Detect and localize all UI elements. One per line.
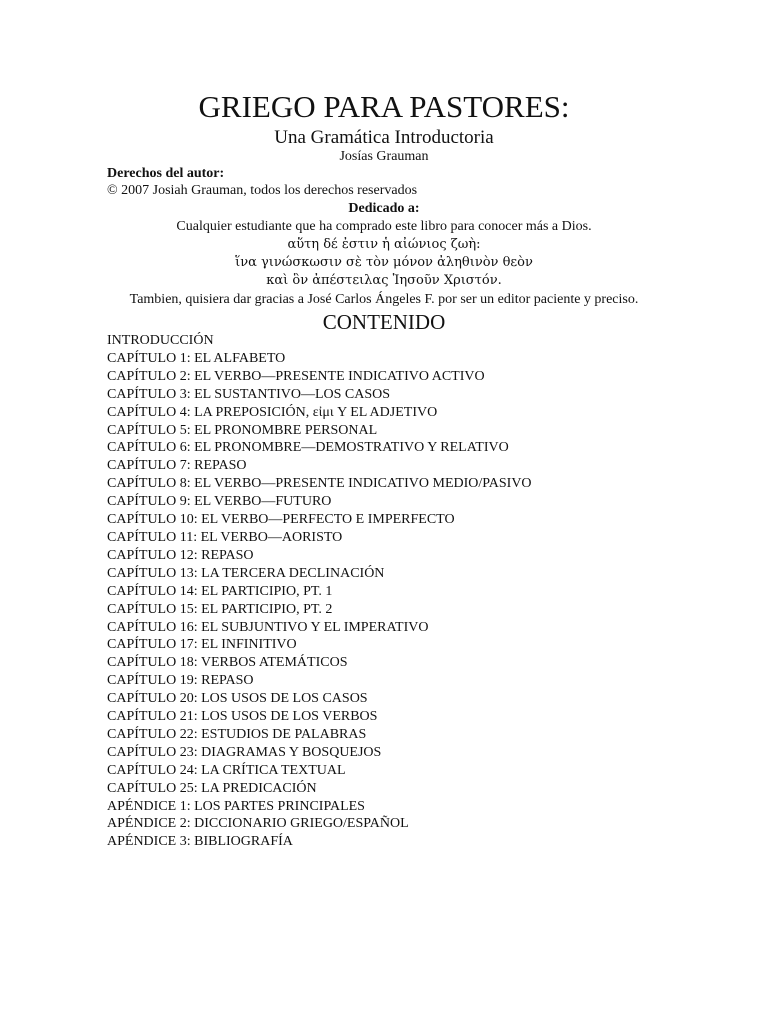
greek-verse-line-3: καὶ ὃν ἀπέστειλας Ἰησοῦν Χριστόν. xyxy=(266,273,502,288)
toc-item: CAPÍTULO 1: EL ALFABETO xyxy=(107,350,286,366)
thanks-text: Tambien, quisiera dar gracias a José Carlos Ángeles F. por ser un editor paciente y preciso. xyxy=(129,292,639,307)
toc-item: CAPÍTULO 12: REPASO xyxy=(107,547,254,563)
book-author: Josías Grauman xyxy=(339,149,429,164)
rights-text: © 2007 Josiah Grauman, todos los derechos reservados xyxy=(107,183,418,198)
toc-item: CAPÍTULO 14: EL PARTICIPIO, PT. 1 xyxy=(107,583,333,599)
toc-item: APÉNDICE 1: LOS PARTES PRINCIPALES xyxy=(107,798,365,814)
book-title: GRIEGO PARA PASTORES: xyxy=(198,89,570,124)
toc-item: CAPÍTULO 15: EL PARTICIPIO, PT. 2 xyxy=(107,601,333,617)
table-of-contents xyxy=(107,332,532,851)
toc-item: APÉNDICE 3: BIBLIOGRAFÍA xyxy=(107,834,293,850)
toc-item: CAPÍTULO 18: VERBOS ATEMÁTICOS xyxy=(107,655,348,671)
toc-item: CAPÍTULO 19: REPASO xyxy=(107,673,254,689)
toc-item: CAPÍTULO 22: ESTUDIOS DE PALABRAS xyxy=(107,726,367,742)
toc-item: CAPÍTULO 17: EL INFINITIVO xyxy=(107,637,297,653)
toc-item: CAPÍTULO 23: DIAGRAMAS Y BOSQUEJOS xyxy=(107,744,382,760)
toc-item: CAPÍTULO 2: EL VERBO—PRESENTE INDICATIVO ACTIVO xyxy=(107,368,485,384)
toc-item: CAPÍTULO 4: LA PREPOSICIÓN, εἰμι Y EL ADJETIVO xyxy=(107,404,438,420)
rights-label: Derechos del autor: xyxy=(107,166,225,181)
greek-verse-line-1: αὕτη δέ ἐστιν ἡ αἰώνιος ζωὴ: xyxy=(287,237,481,252)
toc-item: APÉNDICE 2: DICCIONARIO GRIEGO/ESPAÑOL xyxy=(107,816,409,832)
contents-heading: CONTENIDO xyxy=(322,310,446,334)
toc-item: CAPÍTULO 3: EL SUSTANTIVO—LOS CASOS xyxy=(107,386,391,402)
dedication-label: Dedicado a: xyxy=(348,201,420,216)
toc-item: CAPÍTULO 7: REPASO xyxy=(107,458,247,474)
book-subtitle: Una Gramática Introductoria xyxy=(274,127,494,148)
toc-item: CAPÍTULO 21: LOS USOS DE LOS VERBOS xyxy=(107,709,378,725)
dedication-text: Cualquier estudiante que ha comprado este libro para conocer más a Dios. xyxy=(176,219,592,234)
toc-item: CAPÍTULO 5: EL PRONOMBRE PERSONAL xyxy=(107,422,378,438)
toc-item: CAPÍTULO 24: LA CRÍTICA TEXTUAL xyxy=(107,762,346,778)
toc-item: CAPÍTULO 6: EL PRONOMBRE—DEMOSTRATIVO Y RELATIVO xyxy=(107,440,509,456)
greek-verse-line-2: ἵνα γινώσκωσιν σὲ τὸν μόνον ἀληθινὸν θεὸν xyxy=(235,255,533,270)
toc-item: CAPÍTULO 20: LOS USOS DE LOS CASOS xyxy=(107,691,368,707)
toc-item: CAPÍTULO 11: EL VERBO—AORISTO xyxy=(107,529,343,545)
toc-item: CAPÍTULO 25: LA PREDICACIÓN xyxy=(107,780,317,796)
toc-item: CAPÍTULO 9: EL VERBO—FUTURO xyxy=(107,494,332,510)
toc-item: CAPÍTULO 8: EL VERBO—PRESENTE INDICATIVO MEDIO/PASIVO xyxy=(107,476,532,492)
toc-item: CAPÍTULO 16: EL SUBJUNTIVO Y EL IMPERATIVO xyxy=(107,619,429,635)
toc-item: INTRODUCCIÓN xyxy=(107,333,214,348)
toc-item: CAPÍTULO 13: LA TERCERA DECLINACIÓN xyxy=(107,565,385,581)
toc-item: CAPÍTULO 10: EL VERBO—PERFECTO E IMPERFECTO xyxy=(107,512,455,528)
